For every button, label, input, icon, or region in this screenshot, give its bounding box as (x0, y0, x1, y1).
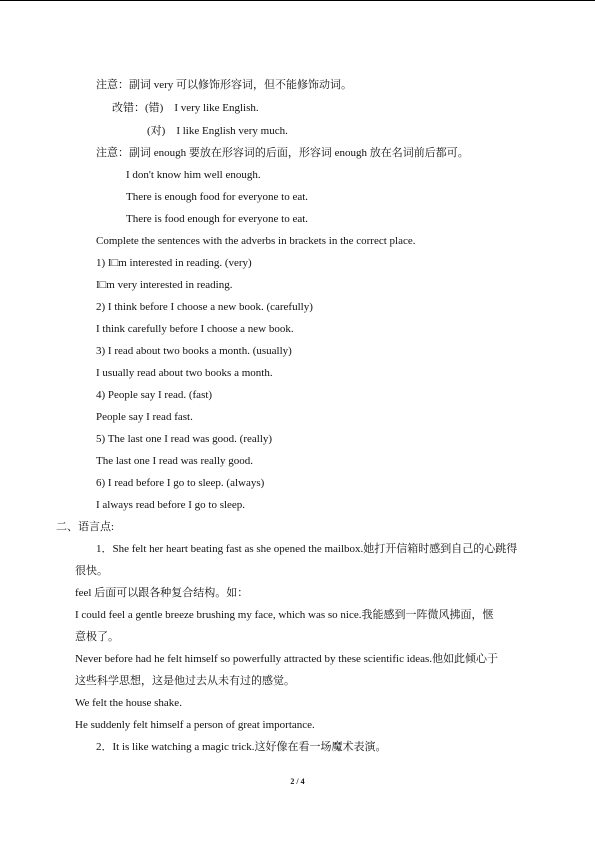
exercise-answer: I usually read about two books a month. (96, 367, 273, 379)
language-point-cont: 很快。 (75, 565, 108, 577)
example-line: I don't know him well enough. (126, 169, 261, 181)
page-number: 2 / 4 (290, 777, 305, 786)
exercise-answer: People say I read fast. (96, 411, 193, 423)
language-point: 1．She felt her heart beating fast as she opened the mailbox.她打开信箱时感到自己的心跳得 (96, 543, 518, 555)
example-sentence: I could feel a gentle breeze brushing my face, which was so nice.我能感到一阵微风拂面，惬 (75, 609, 494, 621)
example-line: There is food enough for everyone to eat. (126, 213, 309, 225)
example-sentence: Never before had he felt himself so powerfully attracted by these scientific ideas.他如此倾心于 (75, 653, 499, 665)
language-point: 2．It is like watching a magic trick.这好像在看一场魔术表演。 (96, 741, 387, 753)
exercise-question: 1) I□m interested in reading. (very) (96, 257, 252, 269)
correction-wrong: 改错：(错) I very like English. (112, 102, 259, 114)
example-sentence-cont: 意极了。 (75, 631, 119, 643)
correction-right: (对) I like English very much. (147, 125, 288, 137)
exercise-question: 4) People say I read. (fast) (96, 389, 213, 401)
example-line: There is enough food for everyone to eat. (126, 191, 309, 203)
example-sentence: We felt the house shake. (75, 697, 182, 709)
exercise-question: 6) I read before I go to sleep. (always) (96, 477, 265, 489)
exercise-answer: I□m very interested in reading. (96, 279, 233, 291)
exercise-instruction: Complete the sentences with the adverbs in brackets in the correct place. (96, 235, 416, 247)
example-sentence: He suddenly felt himself a person of great importance. (75, 719, 315, 731)
exercise-question: 3) I read about two books a month. (usually) (96, 345, 292, 357)
exercise-answer: I think carefully before I choose a new book. (96, 323, 294, 335)
note-very: 注意：副词 very 可以修饰形容词，但不能修饰动词。 (96, 79, 353, 91)
exercise-answer: I always read before I go to sleep. (96, 499, 246, 511)
grammar-note: feel 后面可以跟各种复合结构。如： (75, 587, 249, 599)
exercise-answer: The last one I read was really good. (96, 455, 253, 467)
header-rule (0, 0, 595, 1)
exercise-question: 5) The last one I read was good. (really) (96, 433, 273, 445)
section-heading: 二、语言点: (56, 521, 115, 533)
exercise-question: 2) I think before I choose a new book. (carefully) (96, 301, 313, 313)
example-sentence-cont: 这些科学思想，这是他过去从未有过的感觉。 (75, 675, 295, 687)
note-enough: 注意：副词 enough 要放在形容词的后面，形容词 enough 放在名词前后都可。 (96, 147, 469, 159)
